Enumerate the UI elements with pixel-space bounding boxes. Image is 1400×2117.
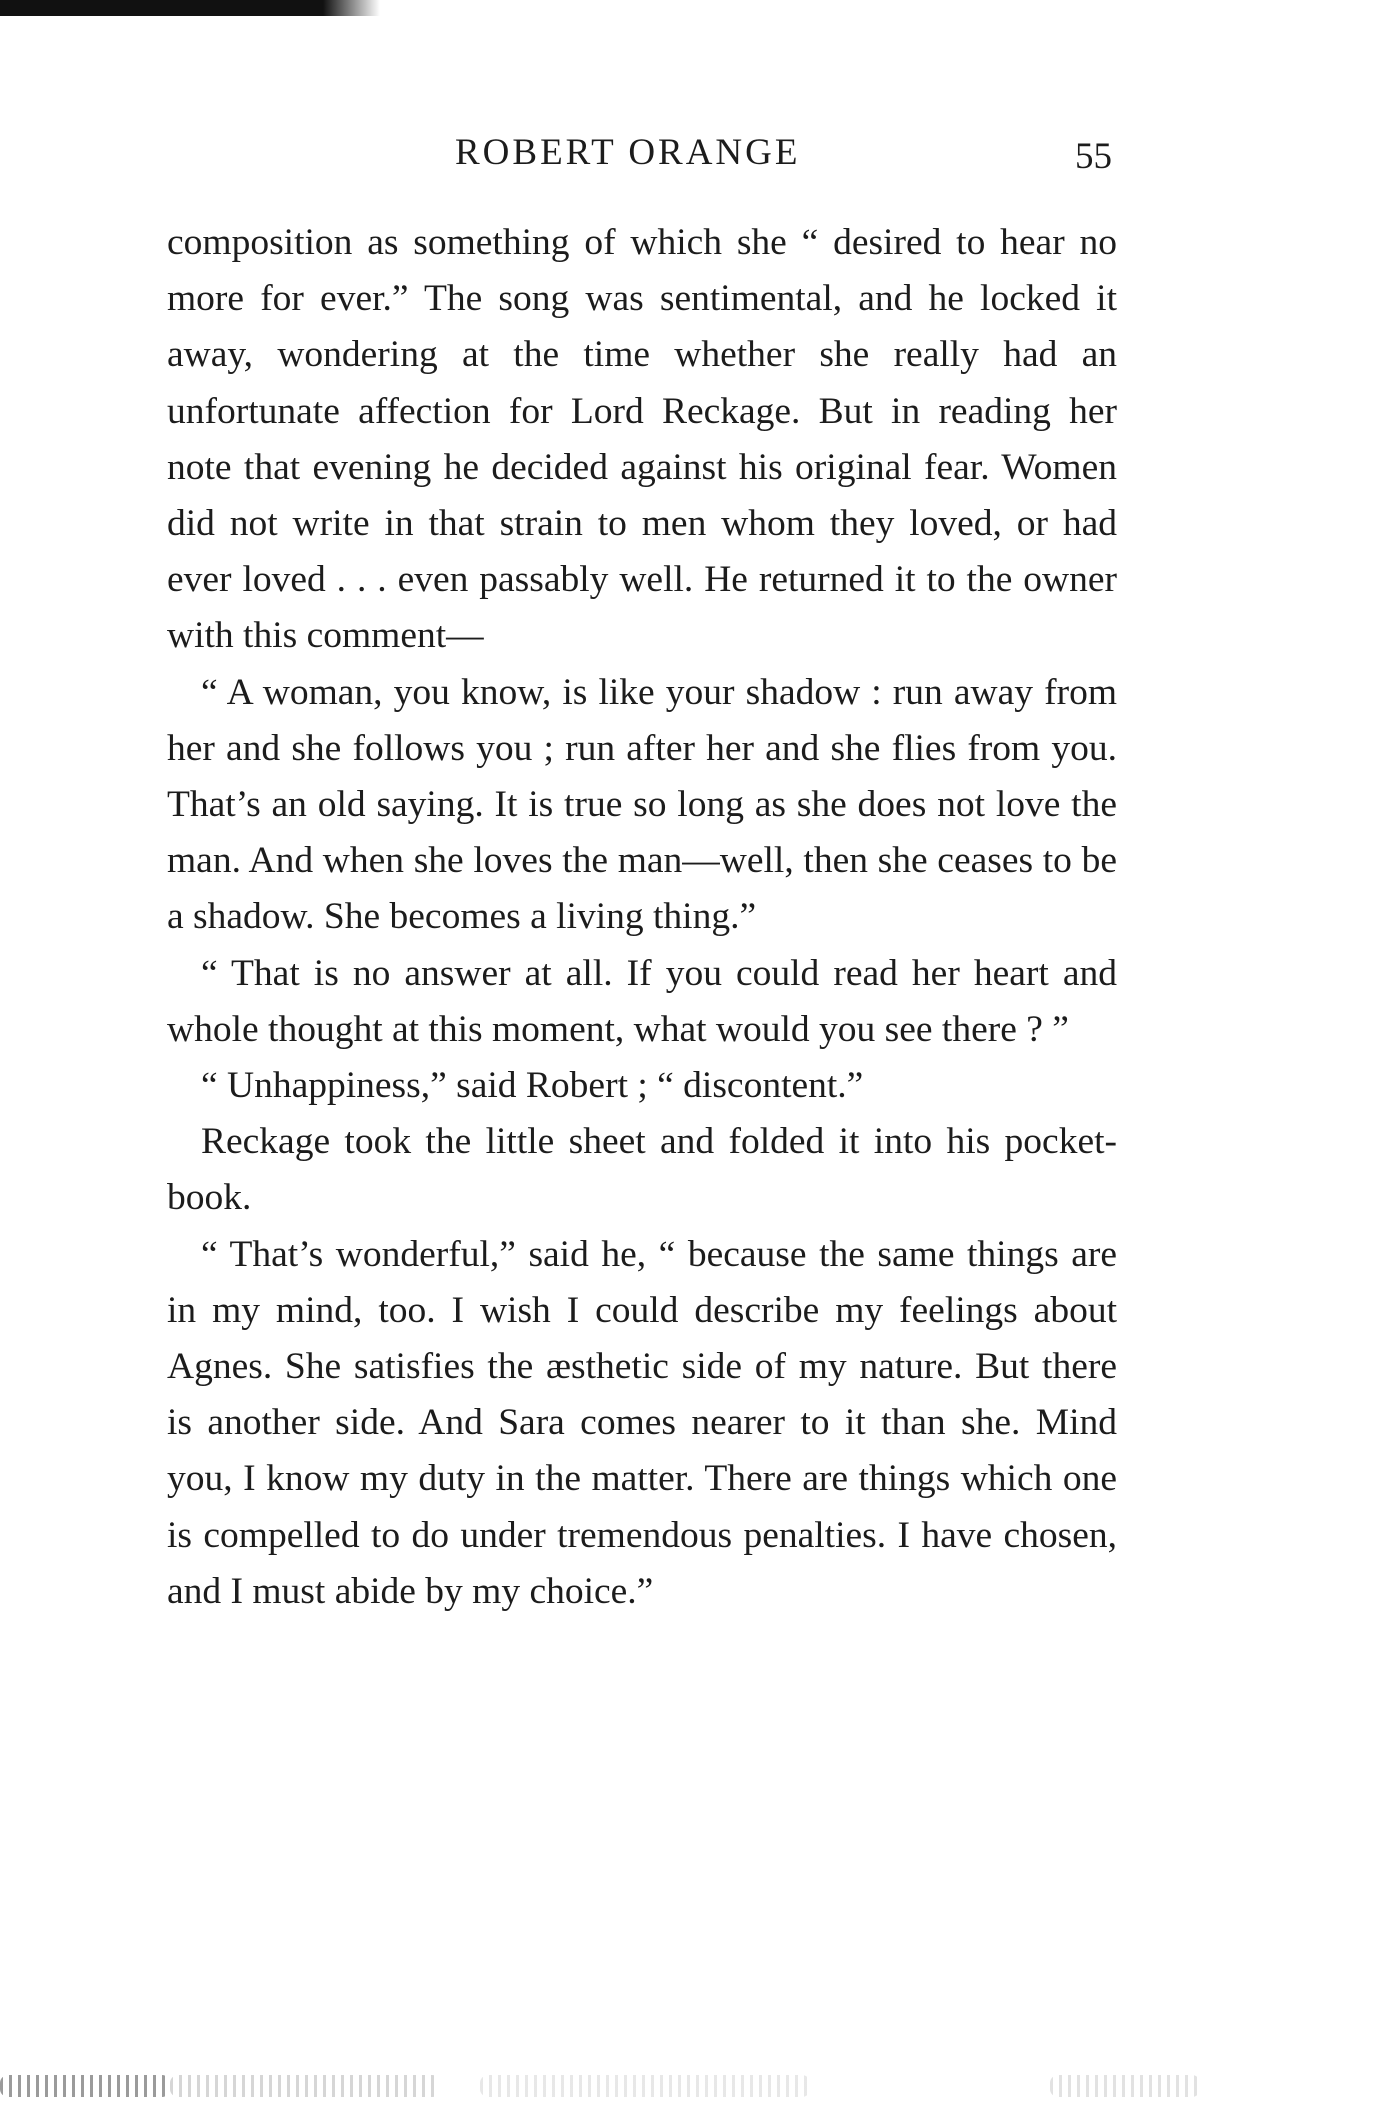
scan-smudge <box>1050 2075 1200 2097</box>
running-title: ROBERT ORANGE <box>455 132 801 173</box>
page-number: 55 <box>1075 136 1112 177</box>
scan-smudge <box>0 2075 170 2097</box>
scan-edge-mark <box>0 0 380 16</box>
body-text <box>167 215 1117 1620</box>
paragraph-6: “ That’s wonderful,” said he, “ because the same things are in my mind, too. I wish I could describe my feelings about Agnes. She satisfies the æsthetic side of my nature. But there is another side. And Sara comes nearer to it than she. Mind you, I know my duty in the matter. There are things which one is compelled to do under tremendous penalties. I have chosen, and I must abide by my choice.” <box>167 1233 1117 1612</box>
scan-smudge <box>170 2075 440 2097</box>
running-header <box>0 128 1400 178</box>
paragraph-4: “ Unhappiness,” said Robert ; “ discontent.” <box>201 1065 864 1107</box>
paragraph-1: composition as something of which she “ desired to hear no more for ever.” The song was sentimental, and he locked it away, wondering at the time whether she really had an unfortunate affection for Lord Reckage. But in reading her note that evening he decided against his original fear. Women did not write in that strain to men whom they loved, or had ever loved . . . even passably well. He returned it to the owner with this comment— <box>167 222 1117 657</box>
scan-smudge <box>480 2075 810 2097</box>
paragraph-2: “ A woman, you know, is like your shadow : run away from her and she follows you ; run after her and she flies from you. That’s an old saying. It is true so long as she does not love the man. And when she loves the man—well, then she ceases to be a shadow. She becomes a living thing.” <box>167 671 1117 938</box>
paragraph-5: Reckage took the little sheet and folded it into his pocket-book. <box>167 1121 1117 1219</box>
paragraph-3: “ That is no answer at all. If you could read her heart and whole thought at this moment, what would you see there ? ” <box>167 952 1117 1050</box>
